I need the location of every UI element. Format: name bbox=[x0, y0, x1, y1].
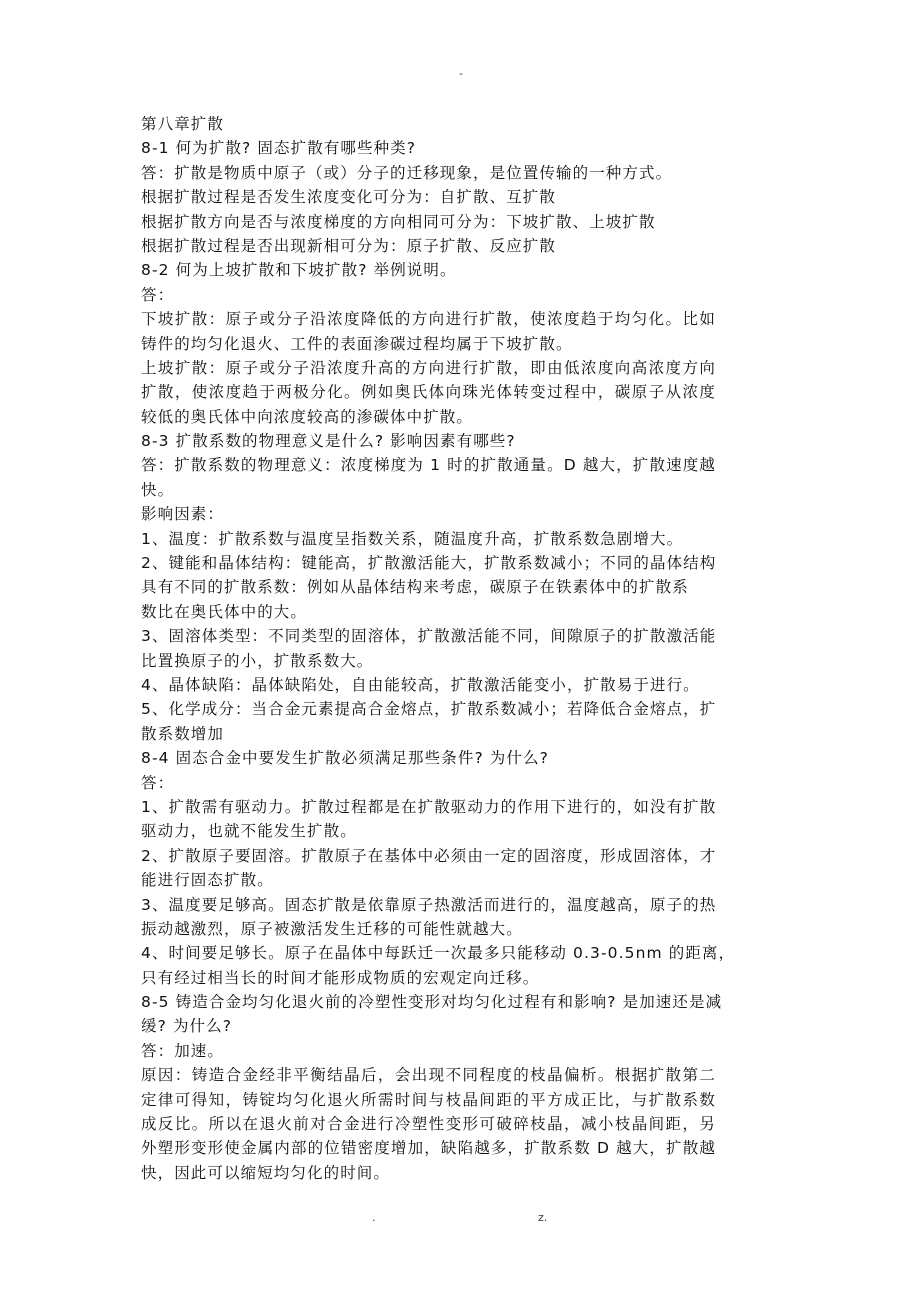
text-line: 外塑形变形使金属内部的位错密度增加，缺陷越多，扩散系数 D 越大，扩散越 bbox=[141, 1139, 716, 1158]
text-line: 扩散，使浓度趋于两极分化。例如奥氏体向珠光体转变过程中，碳原子从浓度 bbox=[141, 383, 716, 402]
header-mark: - bbox=[459, 67, 463, 80]
text-line: 具有不同的扩散系数：例如从晶体结构来考虑，碳原子在铁素体中的扩散系 bbox=[141, 578, 689, 597]
text-line: 数比在奥氏体中的大。 bbox=[141, 602, 308, 621]
text-line: 8-5 铸造合金均匀化退火前的冷塑性变形对均匀化过程有和影响? 是加速还是减 bbox=[141, 993, 723, 1012]
text-line: 定律可得知，铸锭均匀化退火所需时间与枝晶间距的平方成正比，与扩散系数 bbox=[141, 1090, 716, 1109]
text-line: 缓? 为什么? bbox=[141, 1017, 233, 1036]
text-line: 根据扩散方向是否与浓度梯度的方向相同可分为：下坡扩散、上坡扩散 bbox=[141, 212, 656, 231]
text-line: 成反比。所以在退火前对合金进行冷塑性变形可破碎枝晶，减小枝晶间距，另 bbox=[141, 1115, 716, 1134]
text-line: 1、温度：扩散系数与温度呈指数关系，随温度升高，扩散系数急剧增大。 bbox=[141, 529, 684, 548]
text-line: 3、温度要足够高。固态扩散是依靠原子热激活而进行的，温度越高，原子的热 bbox=[141, 895, 717, 914]
text-line: 快。 bbox=[141, 480, 175, 499]
text-line: 振动越激烈，原子被激活发生迁移的可能性就越大。 bbox=[141, 919, 523, 938]
text-line: 下坡扩散：原子或分子沿浓度降低的方向进行扩散，使浓度趋于均匀化。比如 bbox=[141, 310, 716, 329]
footer-right-mark: z. bbox=[538, 1211, 548, 1224]
text-line: 1、扩散需有驱动力。扩散过程都是在扩散驱动力的作用下进行的，如没有扩散 bbox=[141, 797, 717, 816]
text-line: 驱动力，也就不能发生扩散。 bbox=[141, 822, 357, 841]
text-line: 快，因此可以缩短均匀化的时间。 bbox=[141, 1163, 391, 1182]
text-line: 比置换原子的小，扩散系数大。 bbox=[141, 651, 374, 670]
text-line: 8-2 何为上坡扩散和下坡扩散? 举例说明。 bbox=[141, 261, 457, 280]
text-line: 2、键能和晶体结构：键能高，扩散激活能大，扩散系数减小；不同的晶体结构 bbox=[141, 554, 717, 573]
text-line: 4、晶体缺陷：晶体缺陷处，自由能较高，扩散激活能变小，扩散易于进行。 bbox=[141, 675, 700, 694]
text-line: 8-3 扩散系数的物理意义是什么? 影响因素有哪些? bbox=[141, 432, 516, 451]
text-line: 答：扩散系数的物理意义：浓度梯度为 1 时的扩散通量。D 越大，扩散速度越 bbox=[141, 456, 716, 475]
text-line: 影响因素： bbox=[141, 505, 225, 524]
text-line: 答：加速。 bbox=[141, 1041, 225, 1060]
text-line: 铸件的均匀化退火、工件的表面渗碳过程均属于下坡扩散。 bbox=[141, 334, 573, 353]
text-line: 根据扩散过程是否出现新相可分为：原子扩散、反应扩散 bbox=[141, 236, 557, 255]
text-line: 5、化学成分：当合金元素提高合金熔点，扩散系数减小；若降低合金熔点，扩 bbox=[141, 700, 717, 719]
text-line: 8-1 何为扩散? 固态扩散有哪些种类? bbox=[141, 139, 417, 158]
text-line: 原因：铸造合金经非平衡结晶后，会出现不同程度的枝晶偏析。根据扩散第二 bbox=[141, 1066, 716, 1085]
text-line: 2、扩散原子要固溶。扩散原子在基体中必须由一定的固溶度，形成固溶体，才 bbox=[141, 846, 717, 865]
text-line: 较低的奥氏体中向浓度较高的渗碳体中扩散。 bbox=[141, 407, 474, 426]
footer-left-mark: . bbox=[372, 1211, 376, 1224]
text-line: 3、固溶体类型：不同类型的固溶体，扩散激活能不同，间隙原子的扩散激活能 bbox=[141, 627, 717, 646]
document-body bbox=[141, 112, 736, 1185]
text-line: 只有经过相当长的时间才能形成物质的宏观定向迁移。 bbox=[141, 968, 540, 987]
text-line: 答： bbox=[141, 285, 175, 304]
text-line: 4、时间要足够长。原子在晶体中每跃迁一次最多只能移动 0.3-0.5nm 的距离， bbox=[141, 944, 736, 963]
text-line: 上坡扩散：原子或分子沿浓度升高的方向进行扩散，即由低浓度向高浓度方向 bbox=[141, 358, 716, 377]
text-line: 散系数增加 bbox=[141, 724, 225, 743]
text-line: 第八章扩散 bbox=[141, 115, 225, 133]
text-line: 能进行固态扩散。 bbox=[141, 871, 274, 890]
text-line: 根据扩散过程是否发生浓度变化可分为：自扩散、互扩散 bbox=[141, 188, 557, 207]
text-line: 8-4 固态合金中要发生扩散必须满足那些条件? 为什么? bbox=[141, 749, 549, 768]
text-line: 答：扩散是物质中原子（或）分子的迁移现象，是位置传输的一种方式。 bbox=[141, 163, 673, 182]
text-line: 答： bbox=[141, 773, 175, 792]
